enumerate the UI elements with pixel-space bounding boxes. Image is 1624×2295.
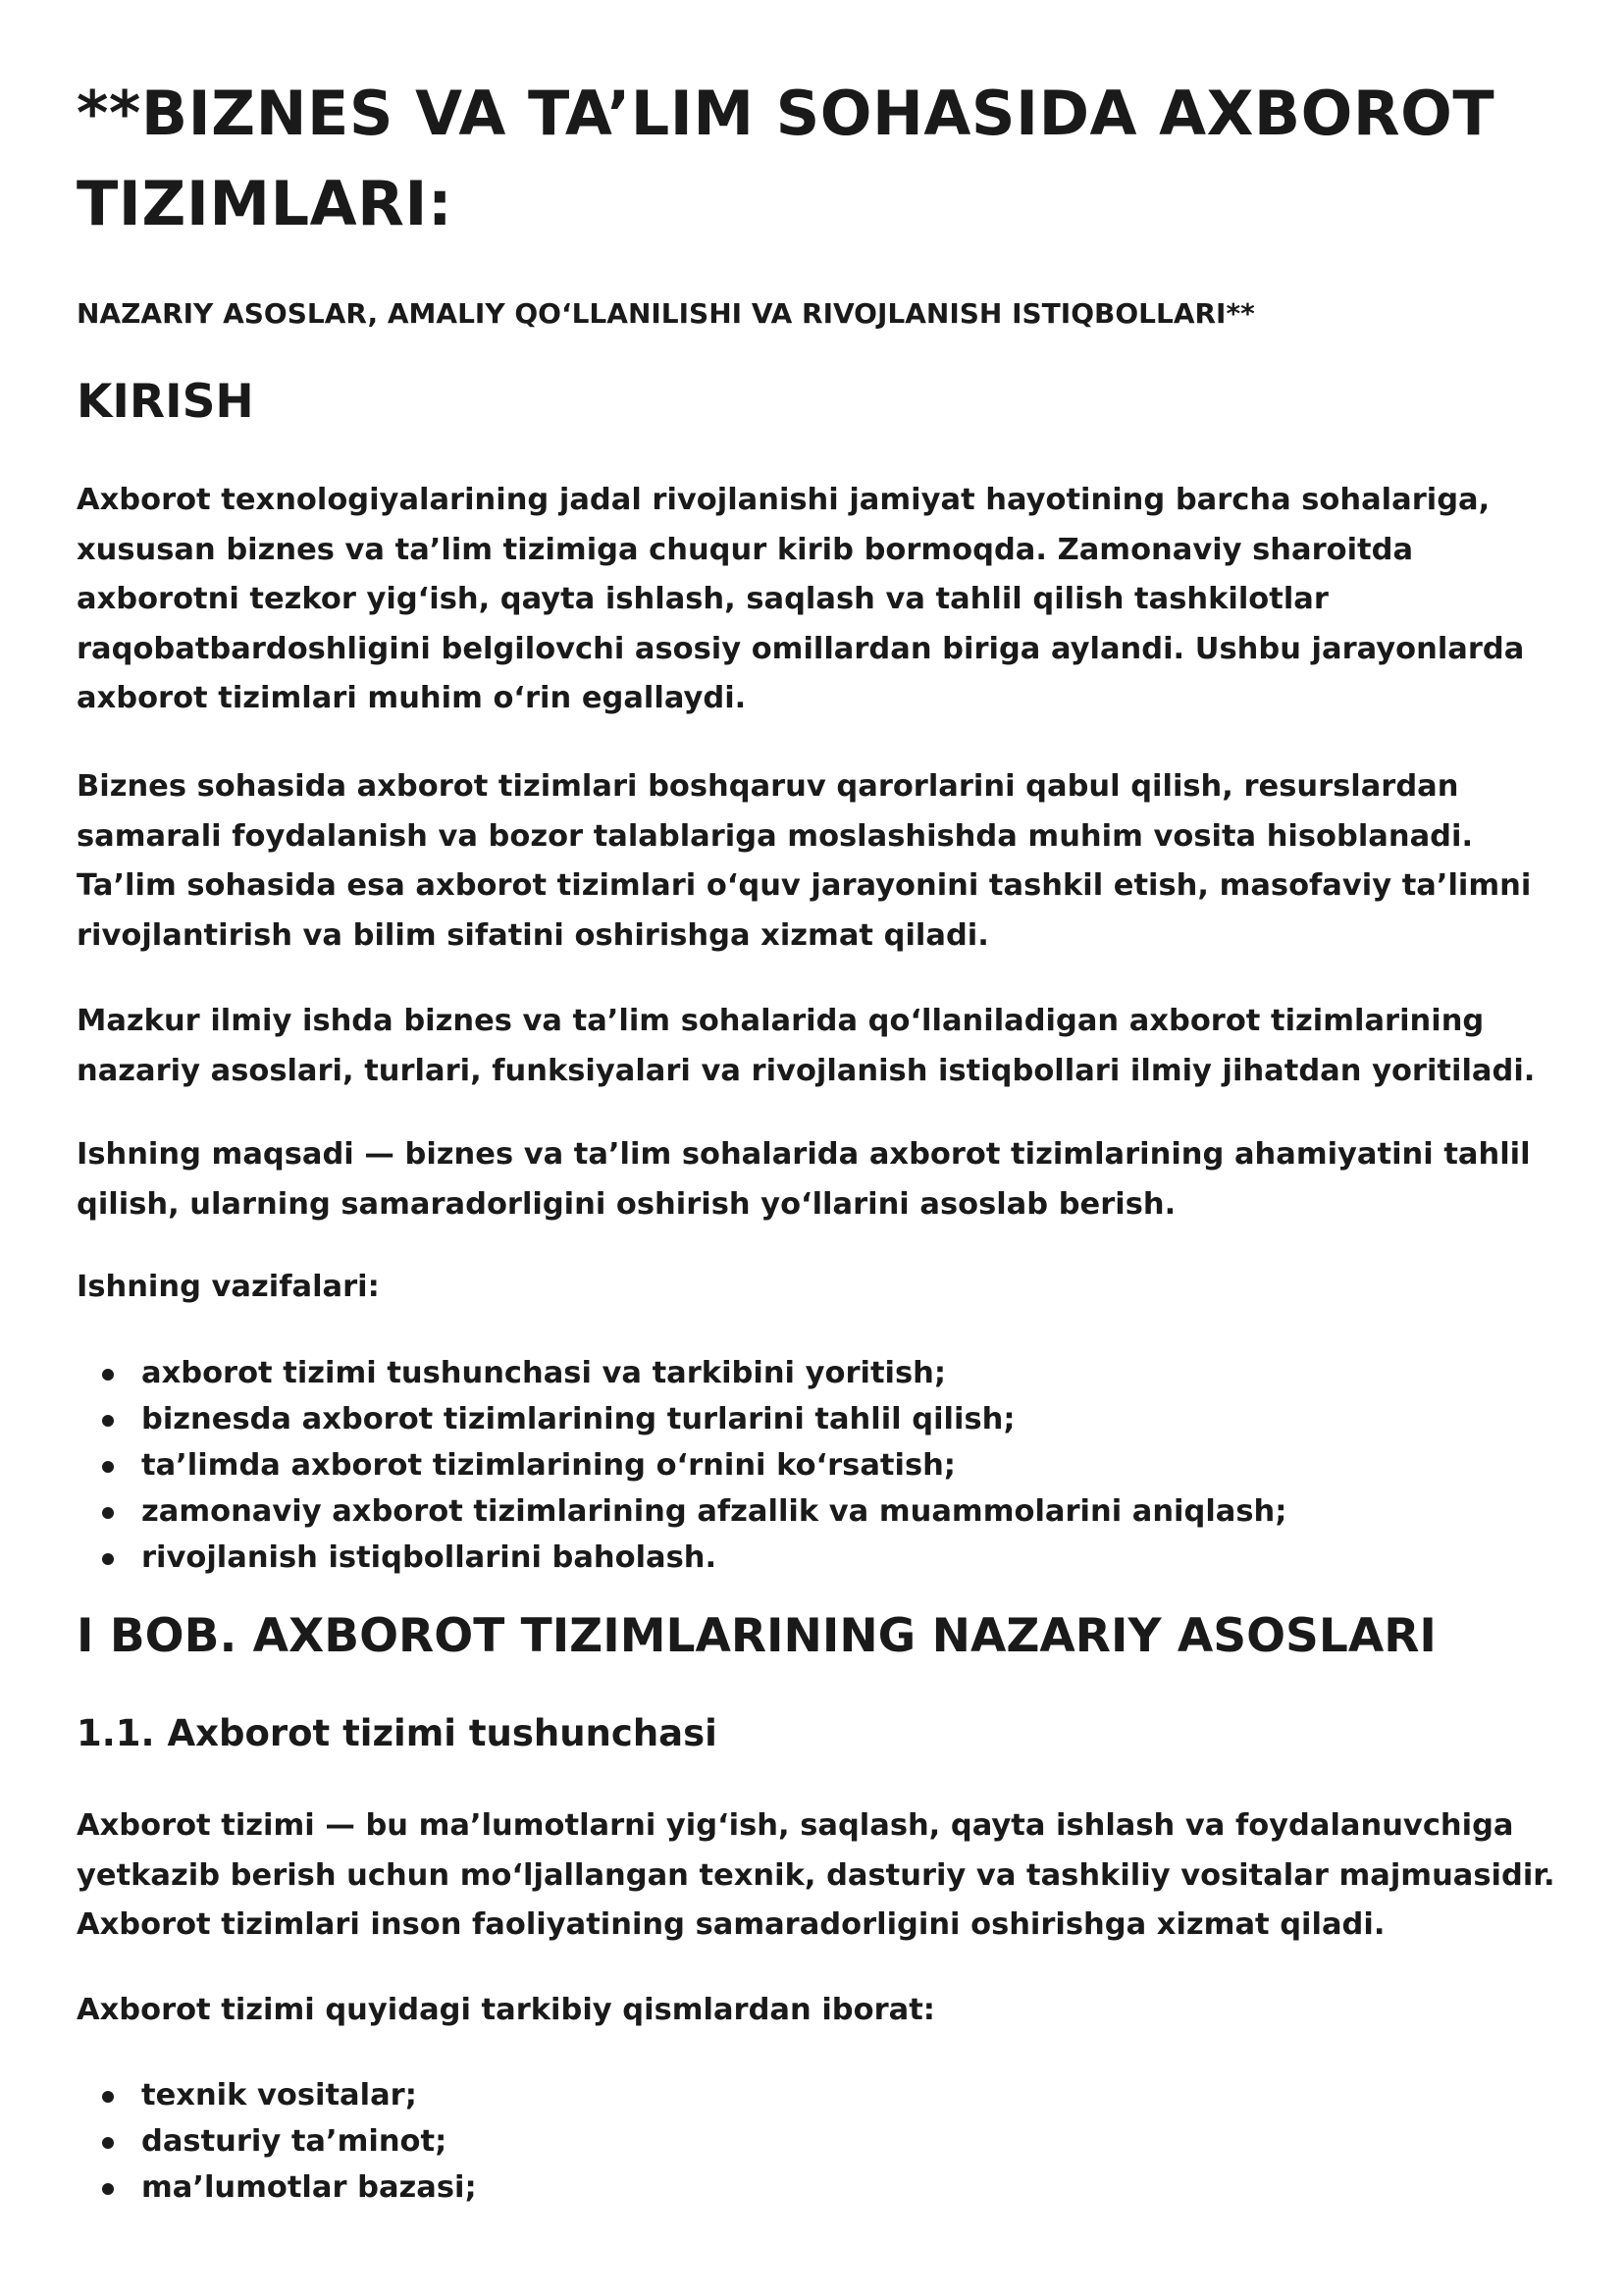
heading-kirish: KIRISH [77,375,254,429]
list-item: axborot tizimi tushunchasi va tarkibini yoritish; [77,1350,1286,1396]
list-item: rivojlanish istiqbollarini baholash. [77,1535,1286,1581]
document-page [77,69,1548,249]
list-item: texnik vositalar; [77,2072,477,2118]
tasks-list [77,1350,1286,1581]
tasks-intro: Ishning vazifalari: [77,1270,380,1304]
intro-paragraph-2: Biznes sohasida axborot tizimlari boshqaruv qarorlarini qabul qilish, resurslardan samarali foydalanish va bozor talablariga moslashishda muhim vosita hisoblanadi. Ta’lim sohasida esa axborot tizimlari o‘quv jarayonini tashkil etish, masofaviy ta’limni rivojlantirish va bilim sifatini oshirishga xizmat qiladi. [77,769,1532,953]
bullet-icon [102,1507,114,1519]
section-paragraph-2: Axborot tizimi quyidagi tarkibiy qismlardan iborat: [77,1993,935,2027]
document-subtitle: NAZARIY ASOSLAR, AMALIY QO‘LLANILISHI VA RIVOJLANISH ISTIQBOLLARI** [77,297,1255,330]
bullet-icon [102,2091,114,2103]
bullet-icon [102,1461,114,1473]
list-item: zamonaviy axborot tizimlarining afzallik va muammolarini aniqlash; [77,1488,1286,1535]
bullet-icon [102,1415,114,1427]
list-item: ta’limda axborot tizimlarining o‘rnini ko‘rsatish; [77,1442,1286,1488]
components-list [77,2072,477,2211]
list-item: biznesda axborot tizimlarining turlarini tahlil qilish; [77,1396,1286,1442]
intro-paragraph-3: Mazkur ilmiy ishda biznes va ta’lim sohalarida qo‘llaniladigan axborot tizimlarining nazariy asoslari, turlari, funksiyalari va rivojlanish istiqbollari ilmiy jihatdan yoritiladi. [77,1004,1536,1088]
bullet-icon [102,2183,114,2195]
heading-section-1-1: 1.1. Axborot tizimi tushunchasi [77,1712,717,1754]
list-item: ma’lumotlar bazasi; [77,2165,477,2211]
section-paragraph-1: Axborot tizimi — bu ma’lumotlarni yig‘ish, saqlash, qayta ishlash va foydalanuvchiga yetkazib berish uchun mo‘ljallangan texnik, dasturiy va tashkiliy vositalar majmuasidir. Axborot tizimlari inson faoliyatining samaradorligini oshirishga xizmat qiladi. [77,1808,1555,1942]
document-title [77,69,1548,249]
title-line-2: TIZIMLARI: [77,168,453,239]
bullet-icon [102,2137,114,2149]
heading-chapter-1: I BOB. AXBOROT TIZIMLARINING NAZARIY ASOSLARI [77,1609,1437,1663]
bullet-icon [102,1369,114,1381]
intro-paragraph-1: Axborot texnologiyalarining jadal rivojlanishi jamiyat hayotining barcha sohalariga, xususan biznes va ta’lim tizimiga chuqur kirib bormoqda. Zamonaviy sharoitda axborotni tezkor yig‘ish, qayta ishlash, saqlash va tahlil qilish tashkilotlar raqobatbardoshligini belgilovchi asosiy omillardan biriga aylandi. Ushbu jarayonlarda axborot tizimlari muhim o‘rin egallaydi. [77,483,1525,715]
list-item: dasturiy ta’minot; [77,2118,477,2165]
intro-paragraph-4: Ishning maqsadi — biznes va ta’lim sohalarida axborot tizimlarining ahamiyatini tahlil qilish, ularning samaradorligini oshirish yo‘llarini asoslab berish. [77,1137,1531,1222]
title-line-1: **BIZNES VA TA’LIM SOHASIDA AXBOROT [77,78,1495,149]
bullet-icon [102,1553,114,1565]
